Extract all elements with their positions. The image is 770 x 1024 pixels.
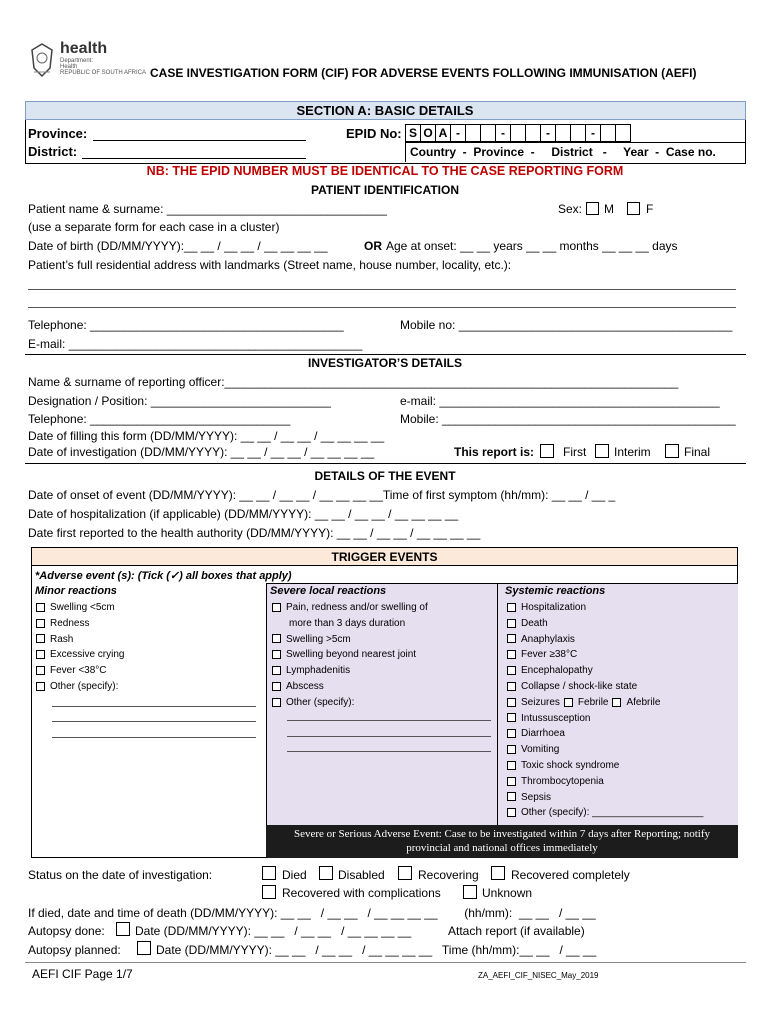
systemic-checkbox[interactable] bbox=[507, 808, 516, 817]
severe-item[interactable] bbox=[272, 681, 324, 692]
systemic-label: Hospitalization bbox=[521, 602, 587, 613]
epid-cell[interactable]: S bbox=[405, 125, 420, 141]
epid-cell[interactable] bbox=[600, 125, 615, 141]
systemic-item[interactable] bbox=[507, 618, 548, 629]
patient-note: (use a separate form for each case in a cluster) bbox=[28, 220, 280, 234]
minor-item[interactable] bbox=[36, 634, 73, 645]
investigator-heading: INVESTIGATOR’S DETAILS bbox=[307, 356, 462, 370]
investigator-telephone-field[interactable]: Telephone: ______________________________ bbox=[28, 412, 291, 426]
onset-field[interactable]: Date of onset of event (DD/MM/YYYY): __ __ / __ __ / __ __ __ __Time of first symptom (hh/mm): __ __ / __ _ bbox=[28, 488, 616, 502]
district-label: District: bbox=[28, 144, 78, 159]
severe-label: Abscess bbox=[286, 681, 324, 692]
minor-checkbox[interactable] bbox=[36, 634, 45, 643]
systemic-item[interactable] bbox=[507, 681, 637, 692]
systemic-item[interactable] bbox=[507, 602, 586, 613]
designation-field[interactable]: Designation / Position: ___________________________ bbox=[28, 394, 331, 408]
autopsy-done-checkbox[interactable] bbox=[116, 922, 130, 936]
event-heading: DETAILS OF THE EVENT bbox=[314, 469, 456, 483]
footer-page: AEFI CIF Page 1/7 bbox=[32, 967, 133, 981]
severe-item[interactable] bbox=[272, 665, 350, 676]
minor-checkbox[interactable] bbox=[36, 666, 45, 675]
severe-checkbox[interactable] bbox=[272, 603, 281, 612]
status-label: Status on the date of investigation: bbox=[28, 868, 213, 882]
hospitalization-field[interactable]: Date of hospitalization (if applicable) (DD/MM/YYYY): __ __ / __ __ / __ __ __ __ bbox=[28, 507, 459, 521]
status-recovered-complications-label: Recovered with complications bbox=[282, 886, 441, 900]
severe-other-line-1[interactable] bbox=[287, 720, 491, 721]
report-first-checkbox[interactable] bbox=[540, 444, 554, 458]
systemic-label: Collapse / shock-like state bbox=[521, 681, 638, 692]
form-title: CASE INVESTIGATION FORM (CIF) FOR ADVERSE EVENTS FOLLOWING IMMUNISATION (AEFI) bbox=[150, 66, 697, 80]
death-date-field[interactable]: If died, date and time of death (DD/MM/YYYY): __ __ / __ __ / __ __ __ __ (hh/mm): __ __ / __ __ bbox=[28, 906, 596, 920]
epid-cell[interactable] bbox=[510, 125, 525, 141]
status-recovering-checkbox[interactable] bbox=[398, 866, 412, 880]
age-field[interactable]: Age at onset: __ __ years __ __ months __ __ __ days bbox=[386, 239, 678, 253]
reported-field[interactable]: Date first reported to the health authority (DD/MM/YYYY): __ __ / __ __ / __ __ __ __ bbox=[28, 526, 481, 540]
systemic-label: Death bbox=[521, 617, 548, 629]
systemic-item[interactable] bbox=[507, 776, 604, 787]
severe-checkbox[interactable] bbox=[272, 698, 281, 707]
patient-name[interactable]: Patient name & surname: _________________________________ bbox=[28, 202, 387, 216]
date-filling-field[interactable]: Date of filling this form (DD/MM/YYYY): __ __ / __ __ / __ __ __ __ bbox=[28, 429, 385, 443]
systemic-label: Fever ≥38°C bbox=[521, 649, 578, 661]
seizure-afebrile-label: Afebrile bbox=[626, 696, 661, 708]
logo bbox=[28, 40, 148, 84]
seizure-febrile-checkbox[interactable] bbox=[564, 698, 573, 707]
systemic-checkbox[interactable] bbox=[507, 729, 516, 738]
systemic-item[interactable] bbox=[507, 792, 551, 803]
autopsy-planned-date-field[interactable]: Date (DD/MM/YYYY): __ __ / __ __ / __ __ __ __ Time (hh/mm):__ __ / __ __ bbox=[156, 943, 597, 957]
status-died-checkbox[interactable] bbox=[262, 866, 276, 880]
systemic-label: Anaphylaxis bbox=[521, 633, 575, 645]
minor-item[interactable] bbox=[36, 681, 118, 692]
logo-sub3: REPUBLIC OF SOUTH AFRICA bbox=[60, 70, 147, 76]
notice-line-1: Severe or Serious Adverse Event: Case to be investigated within 7 days after Reporting; notify bbox=[293, 828, 711, 840]
systemic-checkbox[interactable] bbox=[507, 603, 516, 612]
status-unknown-label: Unknown bbox=[482, 886, 533, 900]
seizure-afebrile-checkbox[interactable] bbox=[612, 698, 621, 707]
systemic-label: Sepsis bbox=[521, 791, 552, 803]
severe-label: Swelling beyond nearest joint bbox=[286, 649, 417, 661]
epid-cell[interactable] bbox=[555, 125, 570, 141]
minor-checkbox[interactable] bbox=[36, 650, 45, 659]
status-recovered-completely-checkbox[interactable] bbox=[491, 866, 505, 880]
minor-checkbox[interactable] bbox=[36, 603, 45, 612]
systemic-heading: Systemic reactions bbox=[505, 585, 606, 597]
severe-item[interactable] bbox=[272, 634, 351, 645]
mobile-field[interactable]: Mobile no: _________________________________________ bbox=[400, 318, 733, 332]
logo-sub2: Health bbox=[60, 64, 78, 70]
systemic-item[interactable] bbox=[507, 697, 660, 708]
report-first-label: First bbox=[563, 445, 587, 459]
minor-heading: Minor reactions bbox=[35, 585, 117, 597]
minor-item[interactable] bbox=[36, 618, 89, 629]
status-recovered-complications-checkbox[interactable] bbox=[262, 885, 276, 899]
minor-other-line-2[interactable] bbox=[52, 721, 256, 722]
systemic-item[interactable] bbox=[507, 649, 577, 660]
province-field[interactable] bbox=[93, 140, 306, 141]
telephone-field[interactable]: Telephone: ______________________________________ bbox=[28, 318, 344, 332]
epid-cell[interactable]: A bbox=[435, 125, 450, 141]
status-died-label: Died bbox=[282, 868, 307, 882]
severe-checkbox[interactable] bbox=[272, 666, 281, 675]
footer-code: ZA_AEFI_CIF_NISEC_May_2019 bbox=[478, 971, 599, 980]
systemic-label: Toxic shock syndrome bbox=[521, 760, 620, 771]
severe-other-line-2[interactable] bbox=[287, 736, 491, 737]
epid-label: EPID No: bbox=[346, 126, 402, 141]
section-a-title: SECTION A: BASIC DETAILS bbox=[296, 103, 474, 118]
systemic-item[interactable] bbox=[507, 634, 575, 645]
address-label: Patient’s full residential address with landmarks (Street name, house number, locality, etc.): bbox=[28, 258, 512, 272]
sex-f-checkbox[interactable] bbox=[627, 202, 640, 215]
epid-cell[interactable]: - bbox=[450, 125, 465, 141]
epid-cell[interactable] bbox=[525, 125, 540, 141]
systemic-item[interactable] bbox=[507, 760, 619, 771]
minor-label: Swelling <5cm bbox=[50, 602, 115, 613]
systemic-item[interactable] bbox=[507, 744, 559, 755]
systemic-label: Thrombocytopenia bbox=[521, 775, 604, 787]
autopsy-planned-label: Autopsy planned: bbox=[28, 943, 121, 957]
systemic-item[interactable] bbox=[507, 728, 565, 739]
systemic-checkbox[interactable] bbox=[507, 682, 516, 691]
epid-cell[interactable] bbox=[615, 125, 630, 141]
minor-other-line-3[interactable] bbox=[52, 737, 256, 738]
nb-warning: NB: THE EPID NUMBER MUST BE IDENTICAL TO THE CASE REPORTING FORM bbox=[146, 164, 624, 178]
minor-label: Redness bbox=[50, 617, 90, 629]
systemic-item[interactable] bbox=[507, 807, 703, 818]
address-line-1[interactable] bbox=[28, 289, 736, 290]
epid-cell[interactable]: - bbox=[495, 125, 510, 141]
province-label: Province: bbox=[28, 126, 88, 141]
severe-item[interactable] bbox=[272, 697, 354, 708]
systemic-label: Diarrhoea bbox=[521, 728, 565, 740]
report-final-checkbox[interactable] bbox=[665, 444, 679, 458]
minor-label: Fever <38°C bbox=[50, 665, 107, 677]
epid-cell[interactable] bbox=[570, 125, 585, 141]
severe-item[interactable] bbox=[272, 649, 416, 660]
report-interim-label: Interim bbox=[614, 445, 651, 459]
epid-cell[interactable]: O bbox=[420, 125, 435, 141]
severe-heading: Severe local reactions bbox=[270, 585, 387, 597]
epid-cell[interactable] bbox=[480, 125, 495, 141]
systemic-checkbox[interactable] bbox=[507, 777, 516, 786]
attach-report-label: Attach report (if available) bbox=[448, 924, 585, 938]
systemic-label: Vomiting bbox=[521, 744, 560, 756]
status-unknown-checkbox[interactable] bbox=[463, 885, 477, 899]
systemic-checkbox[interactable] bbox=[507, 619, 516, 628]
systemic-checkbox[interactable] bbox=[507, 634, 516, 643]
epid-cell[interactable] bbox=[465, 125, 480, 141]
epid-cell[interactable]: - bbox=[540, 125, 555, 141]
sex-label: Sex: bbox=[558, 202, 583, 216]
minor-item[interactable] bbox=[36, 649, 124, 660]
autopsy-done-label: Autopsy done: bbox=[28, 924, 105, 938]
severe-checkbox[interactable] bbox=[272, 650, 281, 659]
status-recovering-label: Recovering bbox=[418, 868, 479, 882]
status-disabled-checkbox[interactable] bbox=[319, 866, 333, 880]
report-final-label: Final bbox=[684, 445, 711, 459]
systemic-item[interactable] bbox=[507, 665, 593, 676]
systemic-checkbox[interactable] bbox=[507, 745, 516, 754]
minor-checkbox[interactable] bbox=[36, 682, 45, 691]
date-investigation-field[interactable]: Date of investigation (DD/MM/YYYY): __ __ / __ __ / __ __ __ __ bbox=[28, 445, 375, 459]
minor-other-line-1[interactable] bbox=[52, 706, 256, 707]
notice-line-2: provincial and national offices immediately bbox=[406, 842, 598, 854]
systemic-label: Other (specify): ____________________ bbox=[521, 807, 704, 819]
epid-cells[interactable] bbox=[405, 124, 631, 142]
autopsy-done-date-field[interactable]: Date (DD/MM/YYYY): __ __ / __ __ / __ __ __ __ bbox=[135, 924, 412, 938]
logo-sub1: Department: bbox=[60, 58, 94, 64]
systemic-checkbox[interactable] bbox=[507, 792, 516, 801]
minor-checkbox[interactable] bbox=[36, 619, 45, 628]
systemic-checkbox[interactable] bbox=[507, 698, 516, 707]
logo-text: health bbox=[60, 40, 108, 57]
systemic-label: Encephalopathy bbox=[521, 665, 593, 677]
severe-label: Lymphadenitis bbox=[286, 665, 351, 677]
sex-f-label: F bbox=[646, 202, 654, 216]
dob-field[interactable]: Date of birth (DD/MM/YYYY):__ __ / __ __ / __ __ __ __ bbox=[28, 239, 328, 253]
investigator-email-field[interactable]: e-mail: __________________________________________ bbox=[400, 394, 720, 408]
severe-label: Swelling >5cm bbox=[286, 633, 351, 645]
severe-checkbox[interactable] bbox=[272, 634, 281, 643]
email-field[interactable]: E-mail: ____________________________________________ bbox=[28, 337, 363, 351]
or-label: OR bbox=[364, 239, 382, 253]
officer-name-field[interactable]: Name & surname of reporting officer:____________________________________________________________________ bbox=[28, 375, 679, 389]
severe-other-line-3[interactable] bbox=[287, 751, 491, 752]
investigator-mobile-field[interactable]: Mobile: ____________________________________________ bbox=[400, 412, 736, 426]
systemic-checkbox[interactable] bbox=[507, 666, 516, 675]
address-line-2[interactable] bbox=[28, 307, 736, 308]
systemic-checkbox[interactable] bbox=[507, 650, 516, 659]
epid-cell[interactable]: - bbox=[585, 125, 600, 141]
minor-label: Other (specify): bbox=[50, 681, 119, 692]
sex-m-label: M bbox=[604, 202, 614, 216]
patient-heading: PATIENT IDENTIFICATION bbox=[311, 183, 459, 197]
seizure-febrile-label: Febrile bbox=[577, 696, 609, 708]
systemic-label: Seizures bbox=[521, 696, 560, 708]
status-disabled-label: Disabled bbox=[338, 868, 385, 882]
sex-m-checkbox[interactable] bbox=[586, 202, 599, 215]
report-label: This report is: bbox=[454, 445, 535, 459]
report-interim-checkbox[interactable] bbox=[595, 444, 609, 458]
district-field[interactable] bbox=[82, 158, 306, 159]
minor-item[interactable] bbox=[36, 602, 115, 613]
systemic-checkbox[interactable] bbox=[507, 713, 516, 722]
minor-label: Excessive crying bbox=[50, 649, 125, 661]
trigger-instruction: *Adverse event (s): (Tick (✓) all boxes that apply) bbox=[35, 570, 292, 582]
trigger-heading: TRIGGER EVENTS bbox=[331, 550, 438, 564]
severe-label: Pain, redness and/or swelling of bbox=[286, 602, 428, 613]
systemic-item[interactable] bbox=[507, 713, 591, 724]
systemic-checkbox[interactable] bbox=[507, 761, 516, 770]
status-recovered-completely-label: Recovered completely bbox=[511, 868, 630, 882]
systemic-label: Intussusception bbox=[521, 712, 591, 724]
minor-label: Rash bbox=[50, 633, 74, 645]
severe-item[interactable] bbox=[272, 602, 428, 629]
minor-item[interactable] bbox=[36, 665, 107, 676]
severe-checkbox[interactable] bbox=[272, 682, 281, 691]
coat-of-arms-icon bbox=[28, 42, 56, 80]
severe-continuation: more than 3 days duration bbox=[289, 618, 406, 629]
autopsy-planned-checkbox[interactable] bbox=[137, 941, 151, 955]
epid-caption-text: Country - Province - District - Year - Case no. bbox=[410, 145, 716, 159]
severe-label: Other (specify): bbox=[286, 696, 355, 708]
